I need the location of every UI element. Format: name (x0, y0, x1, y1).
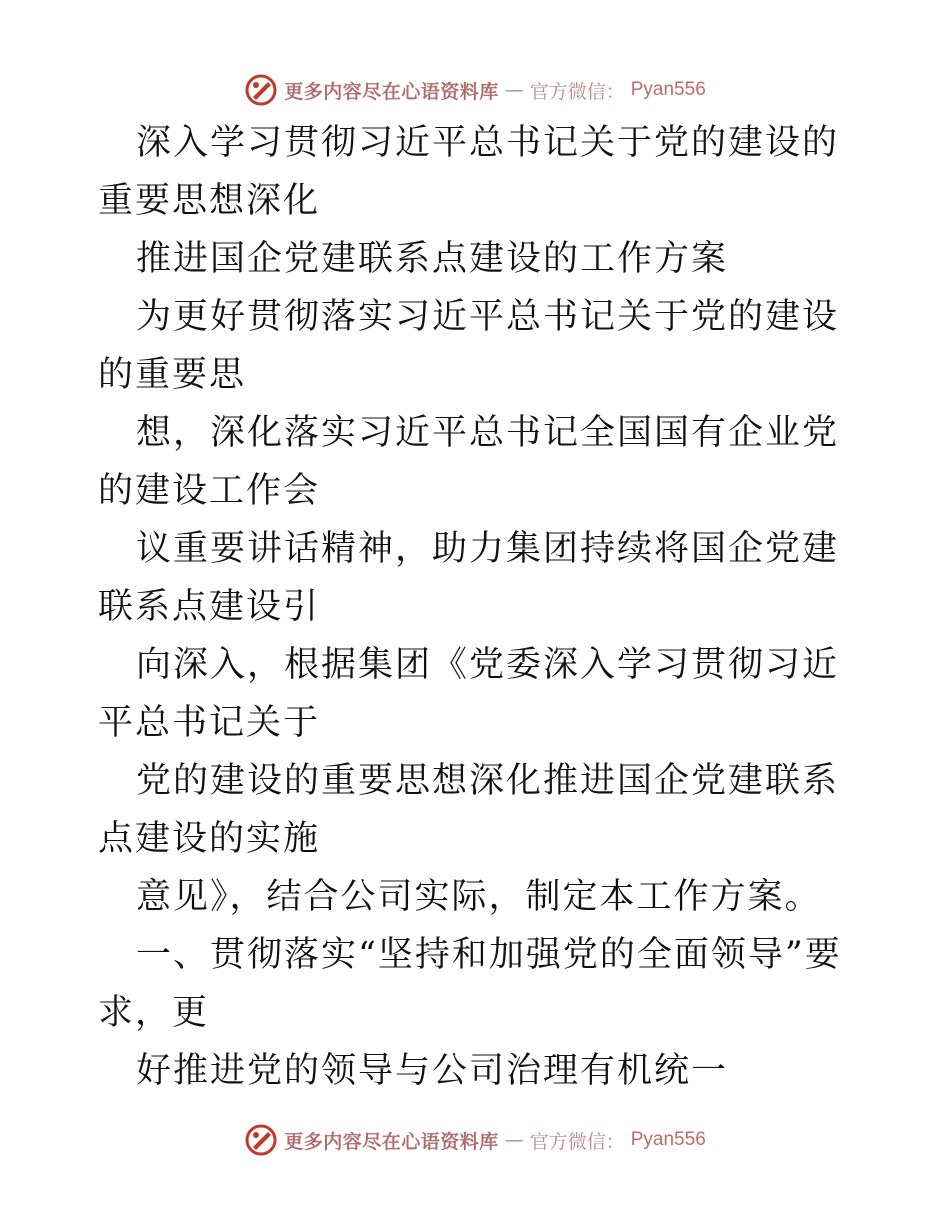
paragraph: 议重要讲话精神，助力集团持续将国企党建联系点建设引 (98, 529, 840, 627)
paragraph: 推进国企党建联系点建设的工作方案 (136, 239, 729, 279)
banner-brand-text: 更多内容尽在心语资料库 (284, 80, 499, 103)
paragraph: 深入学习贯彻习近平总书记关于党的建设的重要思想深化 (98, 123, 840, 221)
paragraph: 为更好贯彻落实习近平总书记关于党的建设的重要思 (98, 297, 840, 395)
paragraph: 向深入，根据集团《党委深入学习贯彻习近平总书记关于 (98, 645, 840, 743)
logo-icon (244, 73, 278, 107)
paragraph: 想，深化落实习近平总书记全国国有企业党的建设工作会 (98, 413, 840, 511)
banner-wechat-label: 官方微信： (529, 80, 625, 103)
banner-brand-text: 更多内容尽在心语资料库 (284, 1130, 499, 1153)
banner-separator: — (504, 79, 524, 101)
paragraph: 一、贯彻落实“坚持和加强党的全面领导”要求，更 (98, 935, 842, 1033)
document-body (98, 114, 858, 1100)
banner-wechat-id: Pyan556 (630, 79, 706, 100)
paragraph: 好推进党的领导与公司治理有机统一 (136, 1051, 729, 1091)
header-banner (0, 70, 950, 110)
banner-separator: — (504, 1129, 524, 1151)
paragraph: 党的建设的重要思想深化推进国企党建联系点建设的实施 (98, 761, 840, 859)
footer-banner (0, 1120, 950, 1160)
banner-wechat-label: 官方微信： (529, 1130, 625, 1153)
banner-wechat-id: Pyan556 (630, 1129, 706, 1150)
logo-icon (244, 1123, 278, 1157)
paragraph: 意见》，结合公司实际，制定本工作方案。 (136, 877, 822, 917)
